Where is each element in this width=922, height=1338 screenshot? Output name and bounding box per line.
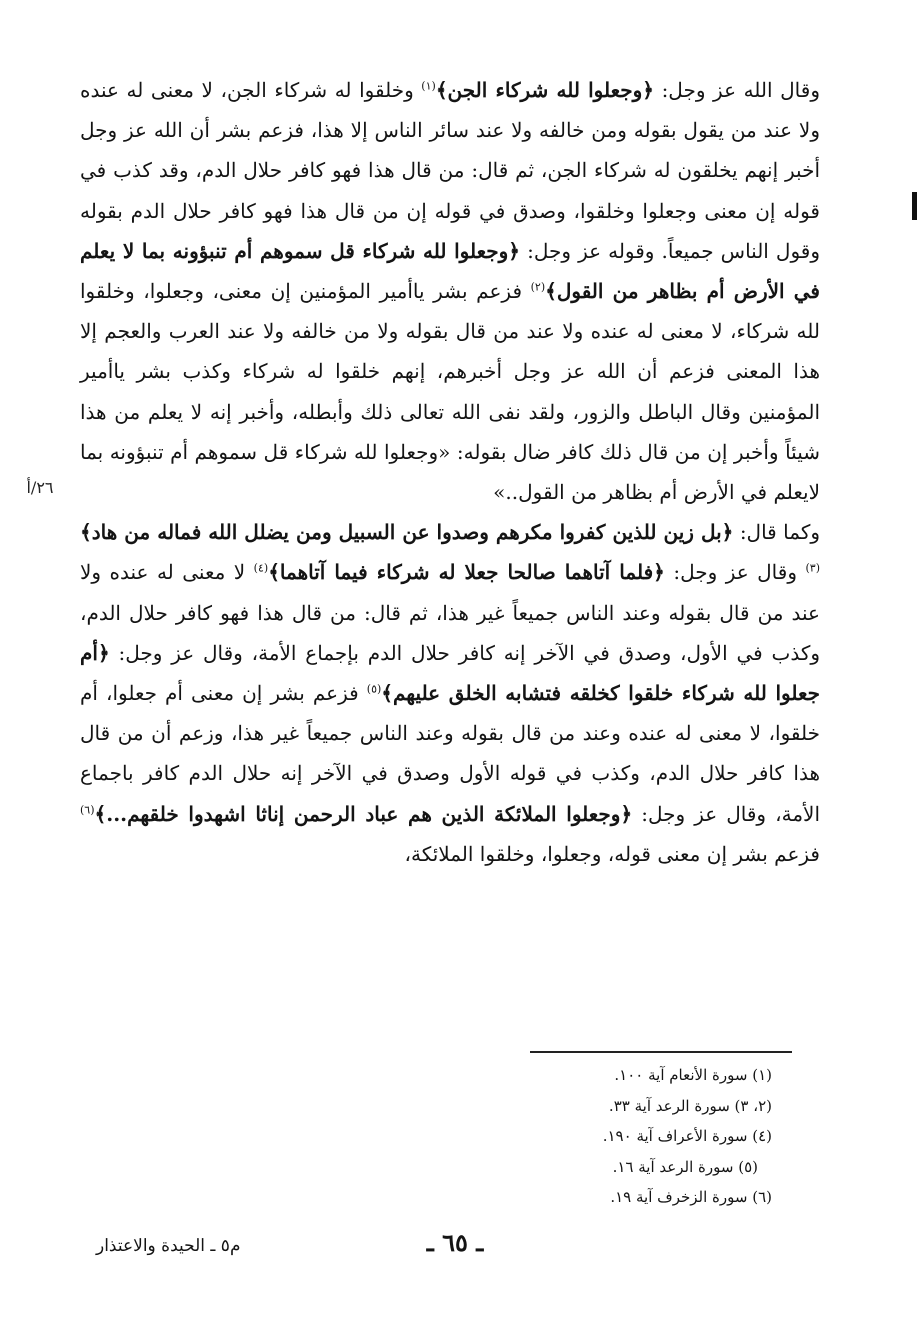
paragraph-2 — [80, 512, 820, 874]
footnote-4: (٥) سورة الرعد آية ١٦. — [612, 1157, 758, 1176]
text-run: فزعم بشر ياأمير المؤمنين إن معنى، وجعلوا، وخلقوا لله شركاء، لا معنى له عنده ولا عند من قال بقوله ولا من خالفه ولا عند العرب والعجم إلا هذا المعنى فزعم أن الله عز وجل أخبرهم، إنهم خلقوا له شركاء وكذب بشر ياأمير المؤمنين وقال الباطل والزور، ولقد نفى الله تعالى ذلك وأبطله، وأخبر إنه لا يعلم من هذا شيئاً وأخبر إن من قال ذلك كافر ضال بقوله: «وجعلوا لله شركاء قل سموهم أم تنبؤونه بما لايعلم في الأرض أم بظاهر من القول..» — [80, 279, 820, 505]
quran-quote: ﴿أم جعلوا لله شركاء خلقوا كخلقه فتشابه الخلق عليهم﴾ — [80, 640, 820, 706]
scan-edge-mark — [912, 192, 917, 220]
footnote-ref: (٤) — [253, 561, 269, 575]
footnote-ref: (٥) — [366, 682, 382, 696]
text-run: وخلقوا له شركاء الجن، لا معنى له عنده ولا عند من يقول بقوله ومن خالفه ولا عند سائر الناس إلا هذا، فزعم بشر أن الله عز وجل أخبر إنهم يخلقون له شركاء الجن، ثم قال: من قال هذا فهو كافر حلال الدم، وقد كذب في قوله إن معنى وجعلوا وخلقوا، وصدق في قوله إن من قال هذا فهو كافر حلال الدم بقوله وقول الناس جميعاً. وقوله عز وجل: — [80, 78, 820, 263]
footnotes — [472, 1060, 772, 1213]
page-number: ـ ٦٥ ـ — [426, 1228, 484, 1257]
paragraph-1 — [80, 70, 820, 512]
footnote-ref: (١) — [421, 79, 436, 93]
text-run: فزعم بشر إن معنى قوله، وجعلوا، وخلقوا الملائكة، — [404, 841, 820, 866]
text-run: وقال عز وجل: — [664, 560, 806, 585]
footnote-separator — [530, 1051, 792, 1053]
text-run: لا معنى له عنده ولا عند من قال بقوله وعند الناس جميعاً غير هذا، ثم قال: من قال هذا فهو كافر حلال الدم، وكذب في الأول، وصدق في الآخر إنه كافر حلال الدم بإجماع الأمة، وقال عز وجل: — [80, 560, 820, 665]
text-run: وكما قال: — [733, 520, 820, 545]
footnote-2: (٢، ٣) سورة الرعد آية ٣٣. — [608, 1096, 772, 1115]
quran-quote: ﴿فلما آتاهما صالحا جعلا له شركاء فيما آتاهما﴾ — [268, 560, 665, 585]
quran-quote: ﴿وجعلوا لله شركاء الجن﴾ — [435, 78, 654, 102]
footnote-5: (٦) سورة الزخرف آية ١٩. — [610, 1188, 772, 1206]
quran-quote: ﴿بل زين للذين كفروا مكرهم وصدوا عن السبيل ومن يضلل الله فماله من هاد﴾ — [80, 520, 734, 545]
main-text — [80, 70, 820, 874]
footnote-3: (٤) سورة الأعراف آية ١٩٠. — [602, 1127, 772, 1145]
quran-quote: ﴿وجعلوا لله شركاء قل سموهم أم تنبؤونه بما لا يعلم في الأرض أم بظاهر من القول﴾ — [80, 238, 820, 304]
footnote-ref: (٢) — [530, 280, 546, 294]
footnote-ref: (٦) — [80, 803, 95, 816]
footnote-1: (١) سورة الأنعام آية ١٠٠. — [614, 1066, 772, 1084]
footer-signature: م٥ ـ الحيدة والاعتذار — [96, 1236, 241, 1256]
folio-margin-note: ٢٦/أ — [26, 478, 54, 497]
text-run: فزعم بشر إن معنى أم جعلوا، أم خلقوا، لا معنى له عنده وعند من قال بقوله وعند الناس جميعاً غير هذا، وزعم أن من قال هذا كافر حلال الدم، وكذب في قوله الأول وصدق في الآخر إنه حلال الدم كافر باجماع الأمة، وقال عز وجل: — [80, 681, 820, 826]
footnote-ref: (٣) — [805, 561, 820, 575]
quran-quote: ﴿وجعلوا الملائكة الذين هم عباد الرحمن إناثا اشهدوا خلقهم...﴾ — [94, 801, 633, 826]
text-run: وقال الله عز وجل: — [654, 78, 820, 102]
